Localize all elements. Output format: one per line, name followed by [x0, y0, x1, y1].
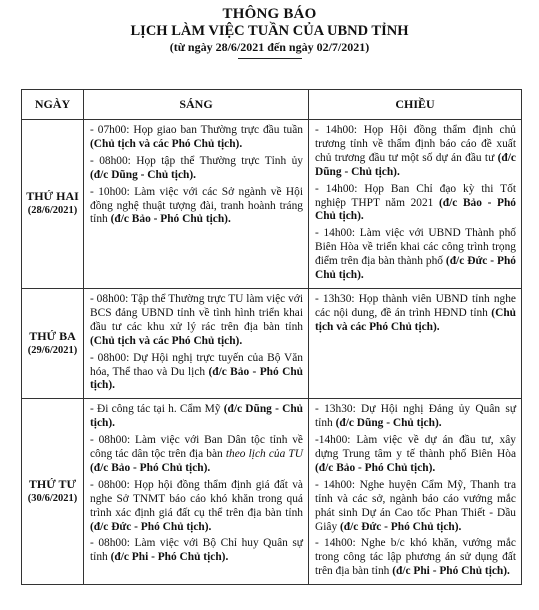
schedule-item [315, 183, 516, 225]
schedule-item [90, 352, 303, 394]
item-text: - 14h00: Nghe huyện Cẩm Mỹ, Thanh tra tỉnh và các sở, ngành báo cáo vướng mắc phát sinh Dự án Cao tốc Phan Thiết - Dầu Giây [315, 478, 516, 533]
day-name: THỨ HAI [26, 189, 79, 204]
item-text: - 13h30: Dự Hội nghị Đảng ủy Quân sự tỉnh [315, 403, 516, 430]
item-text: - 08h00: Dự Hội nghị trực tuyến của Bộ Văn hóa, Thể thao và Du lịch [90, 351, 303, 378]
header-divider [238, 58, 302, 59]
item-text: - 08h00: Tập thể Thường trực TU làm việc với BCS đảng UBND tỉnh về tình hình triển khai đầu tư các khu xử lý rác trên địa bàn tỉnh [90, 292, 303, 333]
schedule-item [90, 479, 303, 535]
item-text: - Đi công tác tại h. Cẩm Mỹ [90, 403, 224, 416]
item-text: - 08h00: Làm việc với Ban Dân tộc tỉnh về công tác dân tộc trên địa bàn [90, 434, 303, 461]
item-note: theo lịch của TU [225, 448, 303, 461]
schedule-item [90, 403, 303, 431]
schedule-table [21, 89, 522, 585]
schedule-item [315, 293, 516, 335]
item-assignee: (đ/c Bảo - Phó Chủ tịch). [315, 196, 516, 223]
item-assignee: (đ/c Dũng - Chủ tịch). [90, 168, 197, 181]
item-assignee: (đ/c Phi - Phó Chủ tịch). [392, 565, 510, 578]
item-text: - 08h00: Họp hội đồng thẩm định giá đất và nghe Sở TNMT báo cáo khó khăn trong quá trình xác định giá đất cụ thể trên địa bàn tỉnh [90, 478, 303, 519]
item-assignee: (đ/c Đức - Phó Chủ tịch). [90, 520, 212, 533]
item-assignee: (đ/c Bảo - Phó Chủ tịch). [110, 213, 231, 226]
schedule-item [90, 186, 303, 228]
item-text: - 10h00: Làm việc với các Sở ngành về Hội đồng nghệ thuật tượng đài, tranh hoành tráng tỉnh [90, 185, 303, 226]
day-cell [22, 399, 84, 585]
item-text: - 08h00: Làm việc với Bộ Chỉ huy Quân sự tỉnh [90, 537, 303, 564]
item-text: - 14h00: Họp Ban Chỉ đạo kỳ thi Tốt nghiệp THPT năm 2021 [315, 182, 516, 209]
document-header [0, 6, 539, 59]
item-assignee: (Chủ tịch và các Phó Chủ tịch). [90, 137, 243, 150]
day-cell [22, 120, 84, 289]
table-header-row [22, 90, 522, 120]
item-text: - 13h30: Họp thành viên UBND tỉnh nghe các nội dung, đề án trình HĐND tỉnh [315, 292, 516, 319]
table-row [22, 120, 522, 289]
schedule-item [90, 537, 303, 565]
notice-title: THÔNG BÁO [222, 6, 317, 22]
item-text: - 14h00: Làm việc với UBND Thành phố Biên Hòa về triển khai các công trình trọng điểm trên địa bàn thành phố [315, 227, 516, 268]
afternoon-cell [309, 120, 522, 289]
schedule-item [90, 124, 303, 152]
afternoon-cell [309, 399, 522, 585]
item-assignee: (đ/c Phi - Phó Chủ tịch). [110, 551, 229, 564]
column-header-day: NGÀY [22, 90, 84, 120]
column-header-morning: SÁNG [84, 90, 309, 120]
schedule-item [315, 124, 516, 180]
item-text: - 14h00: Nghe b/c khó khăn, vướng mắc trong công tác lập phương án sử dụng đất trên địa bàn tỉnh [315, 537, 516, 578]
item-assignee: (đ/c Dũng - Chủ tịch). [315, 151, 516, 178]
item-text: - 08h00: Họp tập thể Thường trực Tỉnh ủy [90, 154, 303, 167]
morning-cell [84, 120, 309, 289]
day-cell [22, 288, 84, 398]
schedule-item [315, 227, 516, 283]
item-assignee: (đ/c Dũng - Chủ tịch). [90, 403, 303, 430]
schedule-item [315, 537, 516, 579]
item-assignee: (đ/c Đức - Phó Chủ tịch). [340, 520, 462, 533]
day-date: (30/6/2021) [27, 493, 78, 505]
schedule-item [315, 403, 516, 431]
item-text: - 07h00: Họp giao ban Thường trực đầu tuần [90, 124, 303, 136]
item-assignee: (đ/c Bảo - Phó Chủ tịch). [90, 365, 303, 392]
schedule-item [90, 293, 303, 349]
item-assignee: (đ/c Bảo - Phó Chủ tịch). [315, 461, 436, 474]
item-assignee: (Chủ tịch và các Phó Chủ tịch). [315, 306, 516, 333]
item-text: - 14h00: Họp Hội đồng thẩm định chủ trương tỉnh về thẩm định báo cáo đề xuất chủ trương đầu tư một số dự án đầu tư [315, 124, 516, 164]
schedule-item [90, 434, 303, 476]
day-name: THỨ TƯ [28, 477, 77, 492]
schedule-subtitle: LỊCH LÀM VIỆC TUẦN CỦA UBND TỈNH [130, 23, 409, 39]
schedule-item [315, 434, 516, 476]
table-row [22, 399, 522, 585]
afternoon-cell [309, 288, 522, 398]
schedule-item [315, 479, 516, 535]
day-name: THỨ BA [29, 329, 76, 344]
table-row [22, 288, 522, 398]
item-assignee: (đ/c Bảo - Phó Chủ tịch). [90, 461, 211, 474]
schedule-item [90, 155, 303, 183]
day-date: (28/6/2021) [27, 205, 78, 217]
item-assignee: (đ/c Đức - Phó Chủ tịch). [315, 255, 517, 282]
item-assignee: (đ/c Dũng - Chủ tịch). [335, 417, 442, 430]
item-text: -14h00: Làm việc về dự án đầu tư, xây dựng Trung tâm y tế thành phố Biên Hòa [315, 434, 516, 461]
column-header-afternoon: CHIỀU [309, 90, 522, 120]
morning-cell [84, 288, 309, 398]
item-assignee: (Chủ tịch và các Phó Chủ tịch). [90, 334, 243, 347]
date-range: (từ ngày 28/6/2021 đến ngày 02/7/2021) [169, 40, 370, 54]
morning-cell [84, 399, 309, 585]
day-date: (29/6/2021) [27, 345, 78, 357]
